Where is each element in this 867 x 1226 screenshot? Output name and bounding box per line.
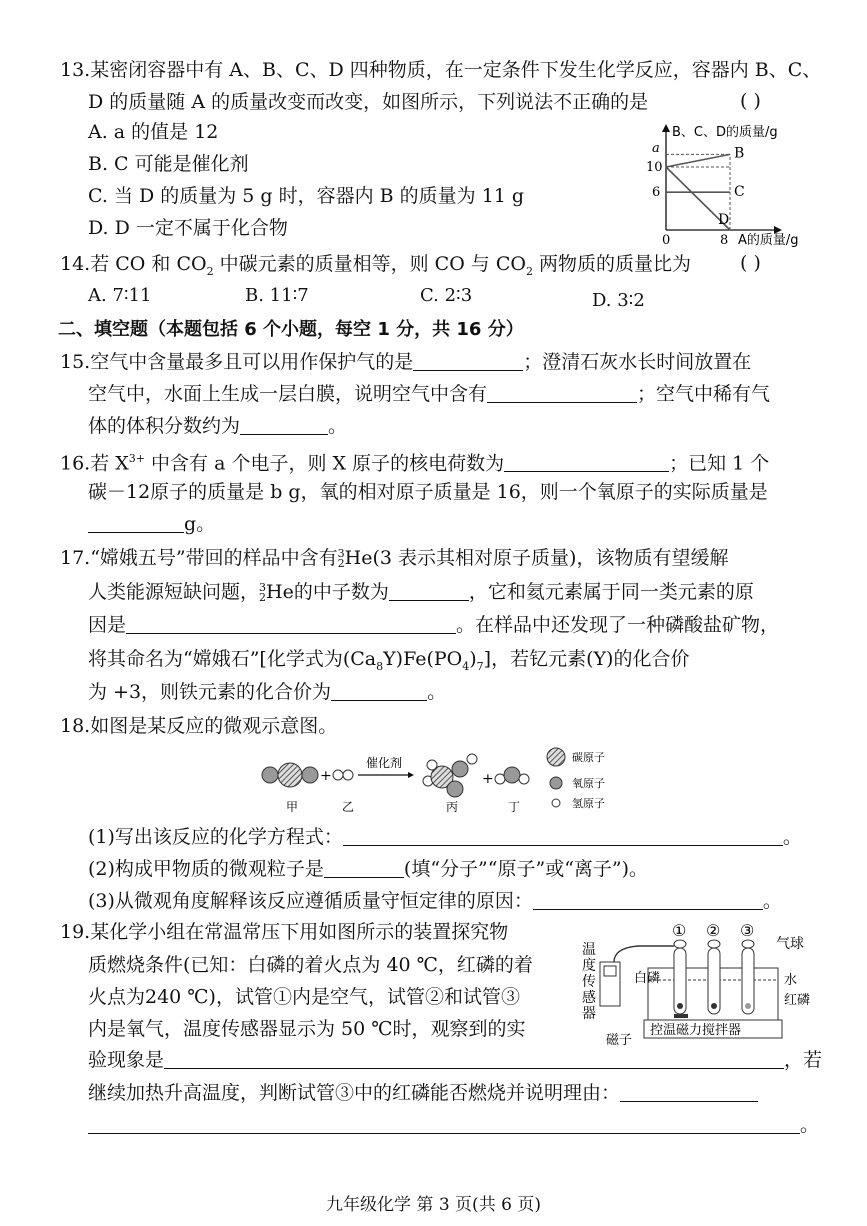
white-phosphorus-label: 白磷 xyxy=(634,971,661,986)
q17-text-9: Y)Fe(PO xyxy=(383,648,463,670)
q18-sub2 xyxy=(88,857,648,881)
q19-line7 xyxy=(88,1113,819,1137)
q15-blank-1[interactable] xyxy=(413,352,523,371)
q18-sub1 xyxy=(88,825,802,849)
q18-s3-end: 。 xyxy=(762,890,782,912)
molecule-bing xyxy=(423,754,477,797)
q17-text-7: 。在样品中还发现了一种磷酸盐矿物， xyxy=(456,614,780,636)
q17-mass-number-2: 3 xyxy=(259,581,267,594)
q17-blank-3[interactable] xyxy=(331,682,427,701)
q17-text-6: 因是 xyxy=(88,614,127,636)
q13-option-a: A. a 的值是 12 xyxy=(88,121,219,143)
q13-option-b: B. C 可能是催化剂 xyxy=(88,153,249,175)
q18-sub3 xyxy=(88,889,782,913)
x-tick-0: 0 xyxy=(662,233,671,248)
q14-line1 xyxy=(60,252,691,284)
q16-text-3: ；已知 1 个 xyxy=(669,452,770,475)
q14-answer-paren: ( ) xyxy=(740,252,761,274)
q13-line1: 13.某密闭容器中有 A、B、C、D 四种物质，在一定条件下发生化学反应，容器内 B、C、 xyxy=(60,59,822,81)
q18-s1-text: (1)写出该反应的化学方程式： xyxy=(88,826,343,848)
y-tick-6: 6 xyxy=(652,185,661,200)
q15-text-5: 体的体积分数约为 xyxy=(88,415,241,437)
y-axis-label: B、C、D的质量/g xyxy=(672,125,778,140)
q17-line2 xyxy=(88,580,754,604)
q19-text-6: ，若 xyxy=(784,1049,823,1071)
y-tick-10: 10 xyxy=(646,160,663,175)
q17-isotope-notation-2 xyxy=(259,583,266,603)
q15-text-4: ；空气中稀有气 xyxy=(637,383,771,405)
q17-text-2: (3 表示其相对原子质量)，该物质有望缓解 xyxy=(372,547,729,569)
q17-text-1: 17.“嫦娥五号”带回的样品中含有 xyxy=(60,547,338,569)
label-ding: 丁 xyxy=(508,800,521,814)
q18-s2-end: (填“分子”“原子”或“离子”)。 xyxy=(403,858,649,880)
q19-line4: 内是氧气，温度传感器显示为 50 ℃时，观察到的实 xyxy=(88,1018,526,1040)
tube-1-label: ① xyxy=(672,921,687,940)
q19-line3: 火点为240 ℃)，试管①内是空气，试管②和试管③ xyxy=(88,986,520,1008)
q14-part3: 两物质的质量比为 xyxy=(532,253,692,275)
q14-option-d: D. 3∶2 xyxy=(592,290,645,311)
q17-line4 xyxy=(88,647,689,679)
q15-line1 xyxy=(60,350,751,374)
q14-part2: 中碳元素的质量相等，则 CO 与 CO xyxy=(213,253,526,275)
q16-charge-sup: 3+ xyxy=(128,452,146,465)
q18-blank-1[interactable] xyxy=(343,827,783,846)
q17-he: He xyxy=(344,547,373,569)
x-axis-label: A的质量/g xyxy=(738,233,799,248)
legend-hydrogen: 氢原子 xyxy=(572,797,605,810)
red-phosphorus-label: 红磷 xyxy=(784,993,811,1008)
q19-text-7: 继续加热升高温度，判断试管③中的红磷能否燃烧并说明理由： xyxy=(88,1082,621,1104)
series-label-D: D xyxy=(718,212,730,228)
q17-text-4: 的中子数为 xyxy=(293,581,389,603)
q17-atomic-number-2: 2 xyxy=(259,591,267,604)
x-tick-8: 8 xyxy=(720,233,729,248)
label-jia: 甲 xyxy=(286,800,299,814)
q15-line2 xyxy=(88,382,770,406)
q14-option-a: A. 7∶11 xyxy=(88,285,152,306)
q13-option-d: D. D 一定不属于化合物 xyxy=(88,217,288,239)
q18-reaction-diagram xyxy=(250,745,630,817)
q17-sub-8: 8 xyxy=(376,659,384,673)
q18-title: 18.如图是某反应的微观示意图。 xyxy=(60,715,338,737)
q19-blank-3[interactable] xyxy=(88,1115,800,1134)
legend-carbon: 碳原子 xyxy=(572,751,605,764)
q18-blank-2[interactable] xyxy=(324,859,404,878)
q16-text-4: g。 xyxy=(184,513,216,535)
q16-line3 xyxy=(88,512,215,536)
tube-3-label: ③ xyxy=(740,921,755,940)
q19-blank-2[interactable] xyxy=(620,1083,758,1102)
q17-line3 xyxy=(88,613,779,637)
q19-line5 xyxy=(88,1048,822,1072)
q19-text-8: 。 xyxy=(800,1114,820,1136)
q17-line5 xyxy=(88,680,446,704)
q16-line1 xyxy=(60,447,769,475)
q14-sub-1: 2 xyxy=(206,264,214,278)
legend-oxygen: 氧原子 xyxy=(572,777,605,790)
q17-he-2: He xyxy=(266,581,294,603)
q19-blank-1[interactable] xyxy=(164,1050,784,1069)
q16-text-1: 16.若 X xyxy=(60,452,129,475)
q13-line2: D 的质量随 A 的质量改变而改变，如图所示，下列说法不正确的是 xyxy=(88,91,649,113)
legend xyxy=(547,748,605,810)
q19-apparatus xyxy=(578,918,818,1048)
q16-blank-1[interactable] xyxy=(504,453,669,472)
q18-s3-text: (3)从微观角度解释该反应遵循质量守恒定律的原因： xyxy=(88,890,533,912)
balloon-label: 气球 xyxy=(776,936,804,952)
q19-line6 xyxy=(88,1081,758,1105)
q17-text-3: 人类能源短缺问题， xyxy=(88,581,260,603)
q15-blank-3[interactable] xyxy=(240,416,328,435)
svg-text:+: + xyxy=(320,768,332,784)
q17-sub-4: 4 xyxy=(462,659,470,673)
molecule-yi xyxy=(333,770,353,780)
y-tick-a: a xyxy=(652,141,660,156)
q17-mass-number: 3 xyxy=(337,547,345,560)
sensor-label: 温度传感器 xyxy=(582,942,596,1022)
molecule-ding xyxy=(495,767,529,784)
q17-text-13: 。 xyxy=(427,681,447,703)
q14-option-c: C. 2∶3 xyxy=(420,285,473,306)
molecule-jia xyxy=(262,763,318,787)
q13-answer-paren: ( ) xyxy=(740,90,761,112)
q16-text-2: 中含有 a 个电子，则 X 原子的核电荷数为 xyxy=(145,452,505,475)
q17-blank-1[interactable] xyxy=(389,582,469,601)
q14-option-b: B. 11∶7 xyxy=(245,285,309,306)
y-axis-arrow xyxy=(662,124,670,132)
series-line-B xyxy=(666,154,730,167)
q14-part1: 14.若 CO 和 CO xyxy=(60,253,207,275)
q18-s2-text: (2)构成甲物质的微观粒子是 xyxy=(88,858,324,880)
label-bing: 丙 xyxy=(446,800,459,814)
q17-line1 xyxy=(60,546,728,570)
q17-text-12: 为 +3，则铁元素的化合价为 xyxy=(88,681,332,703)
q15-text-3: 空气中，水面上生成一层白膜，说明空气中含有 xyxy=(88,383,488,405)
q19-text-5: 验现象是 xyxy=(88,1049,165,1071)
q18-blank-3[interactable] xyxy=(533,891,763,910)
q17-text-8: 将其命名为“嫦娥石”[化学式为(Ca xyxy=(88,648,377,670)
q19-line2: 质燃烧条件(已知：白磷的着火点为 40 ℃，红磷的着 xyxy=(88,954,533,976)
q17-text-10: ) xyxy=(469,648,477,670)
q13-chart xyxy=(640,122,820,252)
q14-sub-2: 2 xyxy=(525,264,533,278)
svg-text:+: + xyxy=(482,771,494,787)
tube-2-label: ② xyxy=(706,921,721,940)
q15-text-1: 15.空气中含量最多且可以用作保护气的是 xyxy=(60,351,414,373)
q17-atomic-number: 2 xyxy=(337,557,345,570)
section-heading: 二、填空题（本题包括 6 个小题，每空 1 分，共 16 分） xyxy=(58,319,524,340)
label-yi: 乙 xyxy=(342,800,355,814)
q15-line3 xyxy=(88,414,347,438)
stirrer-label: 控温磁力搅拌器 xyxy=(650,1023,742,1038)
q17-isotope-notation xyxy=(338,549,345,569)
q18-s1-end: 。 xyxy=(782,826,802,848)
series-label-B: B xyxy=(734,145,745,162)
q17-text-5: ，它和氦元素属于同一类元素的原 xyxy=(468,581,754,603)
q16-line2: 碳－12原子的质量是 b g，氧的相对原子质量是 16，则一个氧原子的实际质量是 xyxy=(88,481,768,503)
series-label-C: C xyxy=(734,184,745,201)
catalyst-label: 催化剂 xyxy=(366,756,403,770)
q15-text-6: 。 xyxy=(328,415,348,437)
q17-sub-7: 7 xyxy=(476,659,484,673)
q15-blank-2[interactable] xyxy=(487,384,637,403)
q17-text-11: ]，若钇元素(Y)的化合价 xyxy=(483,648,690,670)
water-label: 水 xyxy=(784,973,798,988)
page-footer: 九年级化学 第 3 页(共 6 页) xyxy=(326,1195,541,1215)
q15-text-2: ；澄清石灰水长时间放置在 xyxy=(523,351,752,373)
q19-line1: 19.某化学小组在常温常压下用如图所示的装置探究物 xyxy=(60,921,509,943)
q16-blank-2[interactable] xyxy=(88,514,184,533)
magnet-label: 磁子 xyxy=(606,1033,633,1048)
q13-option-c: C. 当 D 的质量为 5 g 时，容器内 B 的质量为 11 g xyxy=(88,185,525,207)
q17-blank-2[interactable] xyxy=(126,615,456,634)
